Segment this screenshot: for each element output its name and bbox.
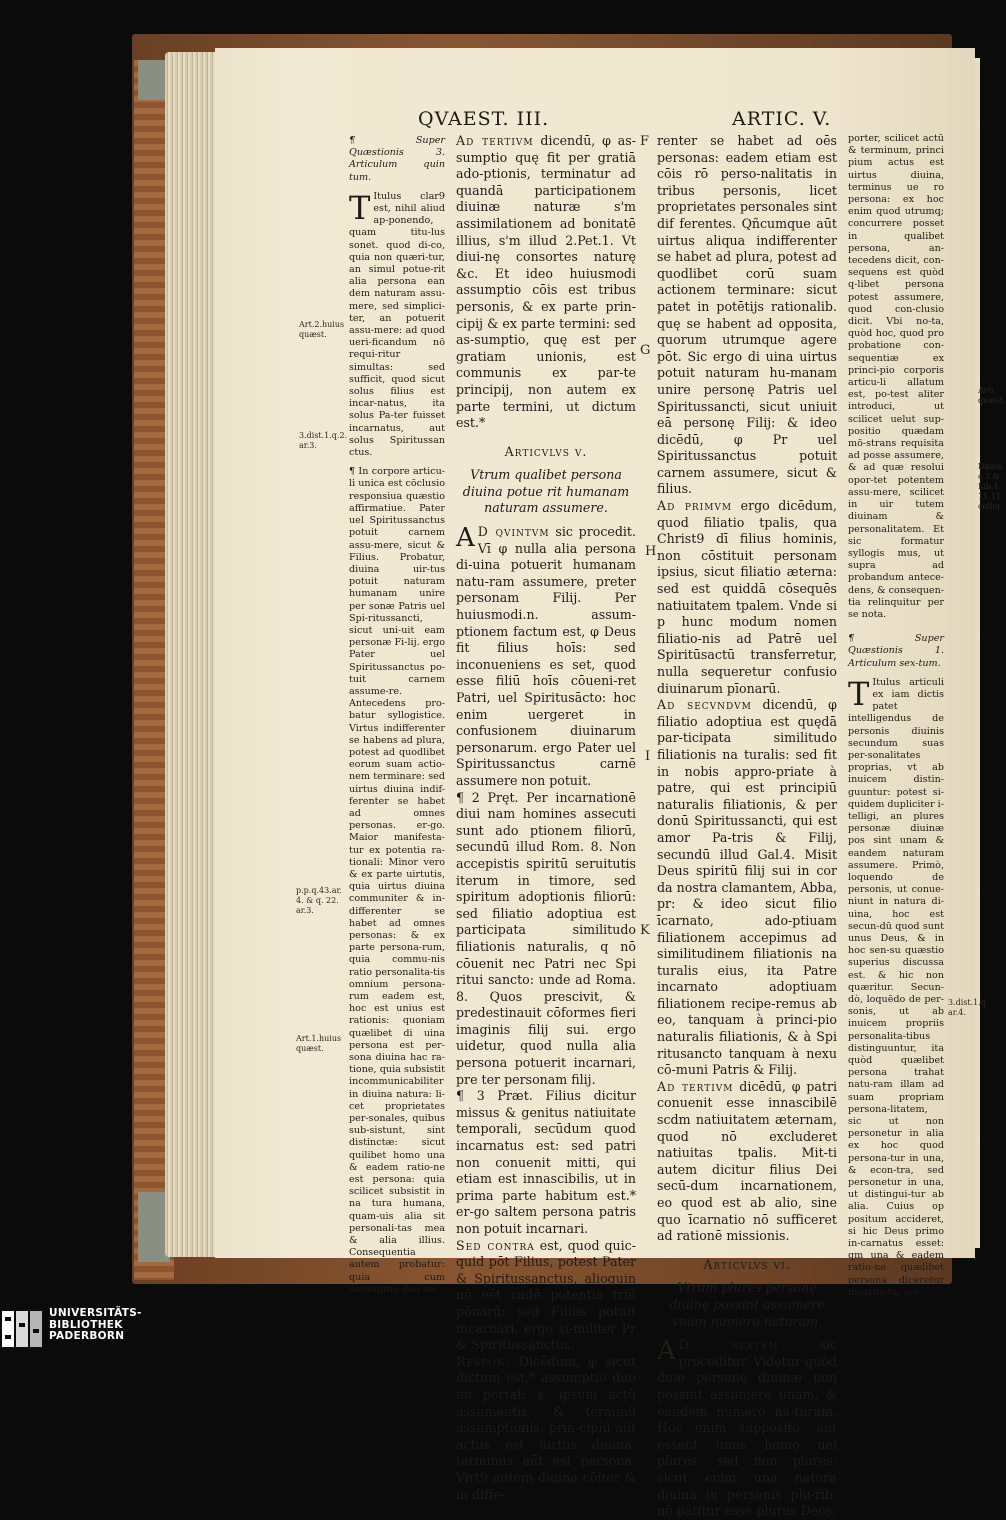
commentary-paragraph: porter, scilicet actū & terminum, princi pium actus est uirtus diuina, terminus ue ro persona: ex hoc enim quod utrumq; concurrere posset in qualibet persona, an-tecedens dicit, con-sequens est quòd q-libet persona potest assumere, quod con-clusio dicit. Vbi no-ta, quòd hoc, quod pro probatione con-sequentiæ ex princi-pio corporis articu-li allatum est, po-test aliter introduci, ut scilicet uelut sup-positio quædam mō-strans requisita ad posse assumere, & ad quæ resolui opor-tet potentem assu-mere, scilicet in uir tutem diuinam & personalitatem. Et sic formatur syllogis mus, ut supra ad probandum antece-dens, & consequen-tia relinquitur per se nota. [848, 133, 944, 620]
margin-ref: Art.1.huius quæst. [296, 1034, 342, 1053]
drop-cap: T [848, 674, 870, 713]
article-title: Articvlvs v. [504, 443, 588, 459]
margin-ref: p.p.q.43.ar. 4. & q. 22. ar.3. [296, 886, 342, 915]
margin-ref: Dama. c.3 & Lib.1. 11.11. collig. [978, 462, 1005, 511]
commentary-column-right [848, 133, 944, 1299]
text-paragraph: Ad secvndvm dicendū, φ filiatio adoptiua est quędā par-ticipata similitudo filiationis na turalis: sed fit in nobis appro-priate à patre, qui est principiū naturalis filiationis, & per donū Spiritussancti, qui est amor Pa-tris & Filij, secundū illud Gal.4. Misit Deus spiritū filij sui in cor da nostra clamantem, Abba, pr: & ideo sicut filio īcarnato, ado-ptiuam filiationem accepimus ad similitudinem filiationis na turalis eius, ita Patre incarnato adoptiuam filiationem recipe-remus ab eo, tanquam à princi-pio naturalis filiationis, & à Spi ritusancto tanquam à nexu cō-muni Patris & Filij. [657, 697, 837, 1078]
margin-ref: 3.dist.1.q ar.4. [948, 998, 986, 1017]
text-paragraph: ¶ 2 Pręt. Per incarnationē diui nam homines assecuti sunt ado ptionem filiorū, secundū illud Rom. 8. Non accepistis spiritū seruitutis iterum in timore, sed spiritum adoptionis filiorū: sed filiatio adoptiua est participata similitudo filiationis naturalis, q nō cōuenit nec Patri nec Spi ritui sancto: unde ad Roma. 8. Quos prescivit, & predestinauit cōformes fieri imaginis filij sui. ergo uidetur, quod nulla alia persona potuerit incarnari, pre ter personam filij. [456, 789, 636, 1087]
commentary-paragraph: T Itulus articuli ex iam dictis patet intelligendus de personis diuinis secundum suas per-sonalitates proprias, vt ab inuicem distin-guuntur: potest si-quidem dupliciter i-telligi, an plures personæ diuinæ pos sint unam & eandem naturam assumere. Primò, loquendo de personis, ut conue-niunt in natura di-uina, hoc est secun-dū quod sunt unus Deus, & in hoc sen-su quæstio superius discussa est. & hic non quæritur. Secun-dò, loquēdo de per-sonis, ut ab inuicem propriis personalita-tibus distinguuntur, ita quòd quælibet persona trahat natu-ram illam ad suam propriam persona-litatem, sic ut non personetur in alia ex hoc quod persona-tur in una, & econ-tra, sed personetur in una, ut distingui-tur ab alia. Cuius op positum accideret, si hic Deus primo in-carnatus esset: qm una & eadem ratio-ne quælibet persona diceretur incarna-ta; sci- [848, 674, 944, 1298]
text-paragraph: Ad tertivm dicendū, φ as-sumptio quę fit per gratiā ado-ptionis, terminatur ad quandā participationem diuinæ naturæ s'm assimilationem ad bonitatē illius, s'm illud 2.Pet.1. Vt diui-nę consortes naturę &c. Et ideo huiusmodi assumptio cōis est tribus personis, & ex parte prin-cipij & ex parte termini: sed as-sumptio, quę est per gratiam unionis, est communis ex par-te principij, non autem ex parte termini, ut dictum est.* [456, 133, 637, 431]
article-question: Vtrum plures personę diuinę possint assumere vnam numero naturam. [669, 1280, 825, 1329]
section-letter: F [640, 134, 650, 149]
commentary-heading: ¶ Super Quæstionis 3. Articulum quin tum. [349, 135, 445, 183]
running-header-left: QVAEST. III. [418, 108, 550, 130]
running-header-right: ARTIC. V. [732, 108, 832, 130]
text-paragraph: A D sextvm sic proceditur. Videtur quòd duæ personę diuinæ non possint assumere unam, & eandem numero na-turam. Hoc enim supposito, aut essent unus homo uel plures: sed non plures: sicut enim una natura diuina in personis plu-rib. nō patitur esse plures Deos, [657, 1336, 837, 1519]
drop-cap: A [456, 523, 475, 554]
text-paragraph: A D qvintvm sic procedit. Vī φ nulla alia persona di-uina potuerit humanam natu-ram assumere, preter personam Filij. Per huiusmodi.n. assum-ptionem factum est, φ Deus fit filius hoīs: sed inconueniens es set, quod esse filiū hoīs cōueni-ret Patri, uel Spiritusācto: hoc enim uergeret in confusionem diuinarum personarum. ergo Pater uel Spiritussanctus carnē assumere non potuit. [456, 523, 636, 788]
section-letter: H [645, 544, 657, 559]
text-paragraph: renter se habet ad oēs personas: eadem etiam est cōis rō perso-nalitatis in tribus personis, licet proprietates personales sint dif ferentes. Qñcumque aūt uirtus aliqua indifferenter se habet ad plura, potest ad quodlibet corū suam actionem terminare: sicut patet in potētijs rationalib. quę se habent ad opposita, quorum utrumque agere pōt. Sic ergo di uina uirtus potuit naturam hu-manam unire personę Patris uel Spiritussancti, sicut uniuit eā personę Filij: & ideo dicēdū, φ Pr uel Spiritussanctus potuit carnem assumere, sicut & filius. [657, 133, 837, 497]
drop-cap: A [657, 1336, 676, 1367]
margin-ref: 3.dist.1.q.2. ar.3. [299, 431, 348, 450]
section-letter: K [640, 923, 650, 938]
text-paragraph: ¶ 3 Præt. Filius dicitur missus & genitus natiuitate temporali, secūdum quod incarnatus est: sed patri non conuenit mitti, qui etiam est innascibilis, ut in prima parte habitum est.* er-go saltem persona patris non potuit incarnari. [456, 1088, 636, 1236]
main-text-column-left [456, 133, 636, 1503]
margin-ref: Art.2.huius quæst. [299, 320, 345, 339]
commentary-paragraph: ¶ In corpore articu-li unica est cōclusio responsiua quæstio affirmatiue. Pater uel Spiritussanctus potuit carnem assu-mere, sicut & Filius. Probatur, diuina uir-tus potuit naturam humanam unire per sonæ Patris uel Spi-ritussancti, sicut uni-uit eam personæ Fi-lij. ergo Pater uel Spiritussanctus po-tuit carnem assume-re. Antecedens pro-batur syllogistice. Virtus indifferenter se habens ad plura, potest ad quodlibet eorum suam actio-nem terminare: sed uirtus diuina indif-ferenter se habet ad omnes personas. er-go. Maior manifesta-tur ex potentia ra-tionali: Minor vero & ex parte uirtutis, quia uirtus diuina communiter & in-differenter se habet ad omnes personas: & ex parte persona-rum, quia commu-nis ratio personalita-tis omnium persona-rum eadem est, hoc est unius est rationis: quoniam quælibet di uina persona est per-sona diuina hac ra-tione, quia subsistit incommunicabiliter in diuina natura: li-cet proprietates per-sonales, quibus sub-sistunt, sint distinctæ: sicut quilibet homo una & eadem ratio-ne est persona: quia scilicet subsistit in na tura humana, quam-uis alia sit personali-tas mea & alia illius. Consequentia autem probatur: quia cum assumptio duo im- [349, 466, 445, 1295]
commentary-column-left [349, 135, 445, 1296]
library-logo-text: UNIVERSITÄTS- BIBLIOTHEK PADERBORN [49, 1307, 142, 1342]
section-letter: G [640, 343, 651, 358]
article-question: Vtrum qualibet persona diuina potue rit humanam naturam assumere. [462, 467, 630, 516]
article-title: Articvlvs vi. [703, 1256, 791, 1272]
section-letter: I [645, 749, 651, 764]
text-paragraph: Sed contra est, quod quic-quid pōt Filius, potest Pater & Spiritussanctus, alioquin nō eēt cadē potentia triū pōnarū: sed Filius potuit incarnari. ergo si-militer Pr & Spiritussanctus. [456, 1237, 636, 1353]
drop-cap: T [349, 188, 371, 227]
commentary-paragraph: T Itulus clar9 est, nihil aliud ap-ponendo, quam titu-lus sonet. quod di-co, quia non quæri-tur, an simul potue-rit alia persona ean dem naturam assu-mere, sed simplici-ter, an potuerit assu-mere: ad quod ueri-ficandum nō requi-ritur simultas: sed sufficit, quod sicut solus filius est incar-natus, ita solus Pa-ter fuisset incarnatus, aut solus Spiritussan ctus. [349, 188, 445, 459]
library-logo-icon [2, 1309, 42, 1349]
margin-ref: Arti. quæst. [978, 386, 1006, 405]
main-text-column-right [657, 133, 837, 1520]
library-logo [0, 1301, 140, 1351]
text-paragraph: Ad primvm ergo dicēdum, quod filiatio tpalis, qua Christ9 dī filius hominis, non cōstituit personam ipsius, sicut filiatio æterna: sed est quiddā cōsequēs natiuitatem tpalem. Vnde si p hunc modum nomen filiatio-nis ad Patrē uel Spiritūsactū transferretur, nulla sequeretur confusio diuinarum pīonarū. [657, 498, 837, 696]
text-paragraph: Ad tertivm dicēdū, φ patri conuenit esse innascibilē scdm natiuitatem æternam, quod nō excluderet natiuitas tpalis. Mit-ti autem dicitur filius Dei secū-dum incarnationem, eo quod est ab alio, sine quo īcarnatio nō sufficeret ad rationē missionis. [657, 1078, 837, 1244]
commentary-heading: ¶ Super Quæstionis 1. Articulum sex-tum. [848, 633, 944, 669]
text-paragraph: Respon. Dicēdum, φ sicut dictum est,* assumptio duo im portat: s. ipsum actū assumentis, & terminū assumptionis: prin-cipiū aūt actus est uirtus diuina: terminus aūt est persona. Virt9 autem diuina cōiter & in diffe- [456, 1353, 636, 1502]
